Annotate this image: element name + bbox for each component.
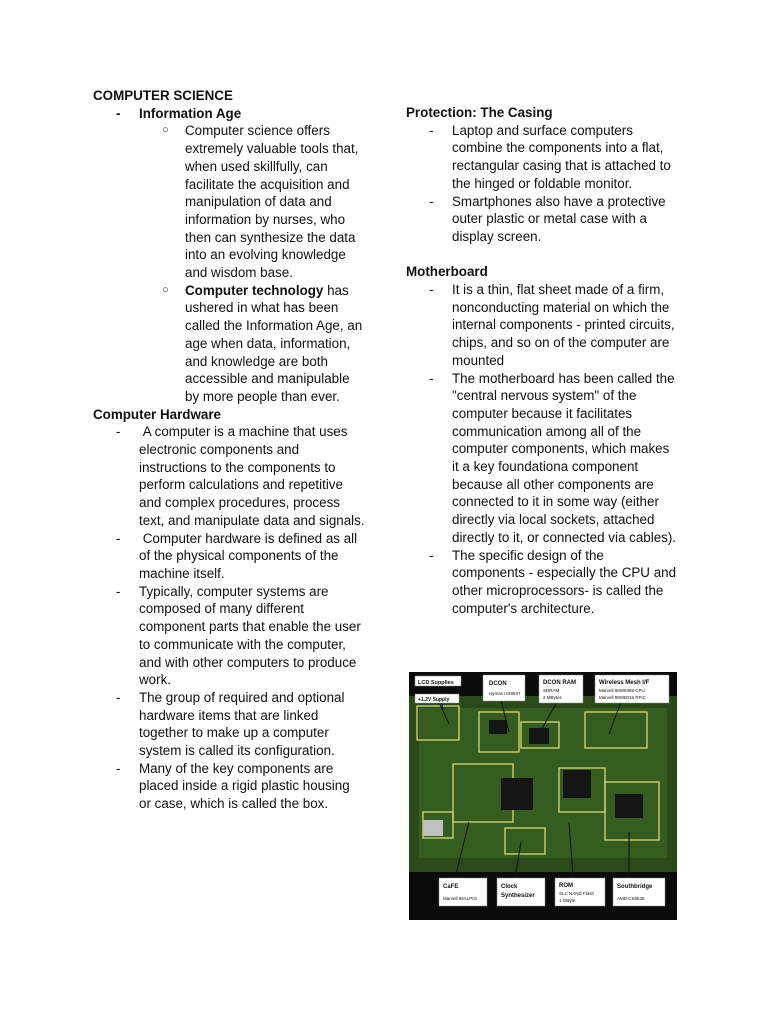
list-item — [93, 760, 365, 813]
list-item-text: Many of the key components are placed inside a rigid plastic housing or case, which is called the box. — [139, 760, 350, 812]
list-item-text: Typically, computer systems are composed of many different component parts that enable the user to communicate with the computer, and with other computers to produce work. — [139, 583, 361, 688]
label-wireless-sub1: Marvell 88W8388 CPU — [599, 688, 645, 693]
bullet-dash: - — [429, 282, 434, 298]
label-lcd-supplies: LCD Supplies — [418, 680, 454, 686]
label-1-2v-supply: +1.2V Supply — [418, 697, 450, 703]
list-item-text: Laptop and surface computers combine the components into a flat, rectangular casing that is attached to the hinged or foldable monitor. — [452, 122, 671, 191]
list-item — [93, 122, 365, 281]
list-item-bold-term: Computer technology — [185, 282, 324, 298]
bullet-dash: - — [116, 689, 121, 705]
list-item-text: Smartphones also have a protective outer plastic or metal case with a display screen. — [452, 193, 666, 244]
label-southbridge-title: Southbridge — [617, 884, 653, 890]
list-item — [406, 281, 678, 370]
list-item-text: Computer science offers extremely valuable tools that, when used skillfully, can facilitate the acquisition and manipulation of data and information by nurses, who then can synthesize the data into an evolving knowledge and wisdom base. — [185, 123, 359, 281]
hardware-heading: Computer Hardware — [93, 406, 221, 422]
bullet-dash: - — [429, 547, 434, 563]
list-item — [406, 193, 678, 246]
list-item — [93, 583, 365, 689]
list-item-text: Computer hardware is defined as all of the physical components of the machine itself. — [139, 530, 361, 581]
bullet-circle: ○ — [162, 124, 169, 137]
list-item-text: It is a thin, flat sheet made of a firm, nonconducting material on which the internal components - printed circuits, chips, and so on of the computer are mounted — [452, 282, 675, 368]
label-rom-sub1: SLC NAND Flash — [559, 891, 595, 896]
label-dcon-title: DCON — [489, 681, 507, 687]
bullet-dash: - — [116, 583, 121, 599]
bullet-dash: - — [429, 370, 434, 386]
label-dcon-sub: Hymax HX8837 — [489, 691, 521, 696]
bullet-dash: - — [116, 760, 121, 776]
info-age-heading — [93, 105, 365, 123]
label-dcon-ram-sub2: 2 MBytes — [543, 695, 562, 700]
label-cafe-title: CaFE — [443, 884, 459, 890]
bullet-dash: - — [116, 105, 121, 121]
bullet-dash: - — [116, 424, 121, 440]
section-gap — [406, 246, 678, 264]
label-clock-title1: Clock — [501, 884, 518, 890]
bullet-dash: - — [429, 193, 434, 209]
right-column — [406, 104, 678, 617]
list-item — [93, 530, 365, 583]
card-slot — [423, 820, 443, 836]
list-item-text: The group of required and optional hardware items that are linked together to make up a computer system is called its configuration. — [139, 689, 345, 759]
list-item-text: The motherboard has been called the "central nervous system" of the computer because it facilitates communication among all of the computer components, which makes it a key foundationa component because all other components are connected to it in some way (either directly via local sockets, attached directly to it, or connected via cables). — [452, 370, 677, 545]
bullet-circle: ○ — [162, 283, 169, 296]
motherboard-heading: Motherboard — [406, 264, 488, 280]
label-southbridge-sub: AMD CS5536 — [617, 896, 645, 901]
list-item — [406, 122, 678, 193]
label-dcon-ram-sub1: SDRAM — [543, 688, 560, 693]
list-item — [93, 689, 365, 760]
motherboard-image — [409, 672, 677, 920]
bullet-dash: - — [116, 530, 121, 546]
list-item — [93, 423, 365, 529]
label-dcon-ram-title: DCON RAM — [543, 680, 576, 686]
label-wireless-sub2: Marvell 88W8015 RFIC — [599, 695, 646, 700]
list-item-text: The specific design of the components - especially the CPU and other microprocessors- is called the computer's architecture. — [452, 547, 677, 616]
info-age-label: Information Age — [139, 105, 242, 121]
list-item — [406, 547, 678, 618]
document-title: COMPUTER SCIENCE — [93, 88, 233, 103]
label-cafe-sub: Marvell 88ALP01 — [443, 896, 478, 901]
list-item — [93, 282, 365, 406]
label-rom-sub2: 1 GByte — [559, 898, 576, 903]
label-clock-title2: Synthesizer — [501, 893, 535, 899]
bullet-dash: - — [429, 122, 434, 138]
left-column — [93, 87, 365, 813]
label-rom-title: ROM — [559, 883, 573, 889]
protection-heading: Protection: The Casing — [406, 105, 553, 120]
list-item — [406, 370, 678, 547]
list-item-text: has ushered in what has been called the Information Age, an age when data, information, and knowledge are both accessible and manipulable by more people than ever. — [185, 282, 363, 404]
list-item-text: A computer is a machine that uses electronic components and instructions to the components to perform calculations and repetitive and complex procedures, process text, and manipulate data and signals. — [139, 424, 365, 528]
label-wireless-title: Wireless Mesh I/F — [599, 680, 650, 686]
